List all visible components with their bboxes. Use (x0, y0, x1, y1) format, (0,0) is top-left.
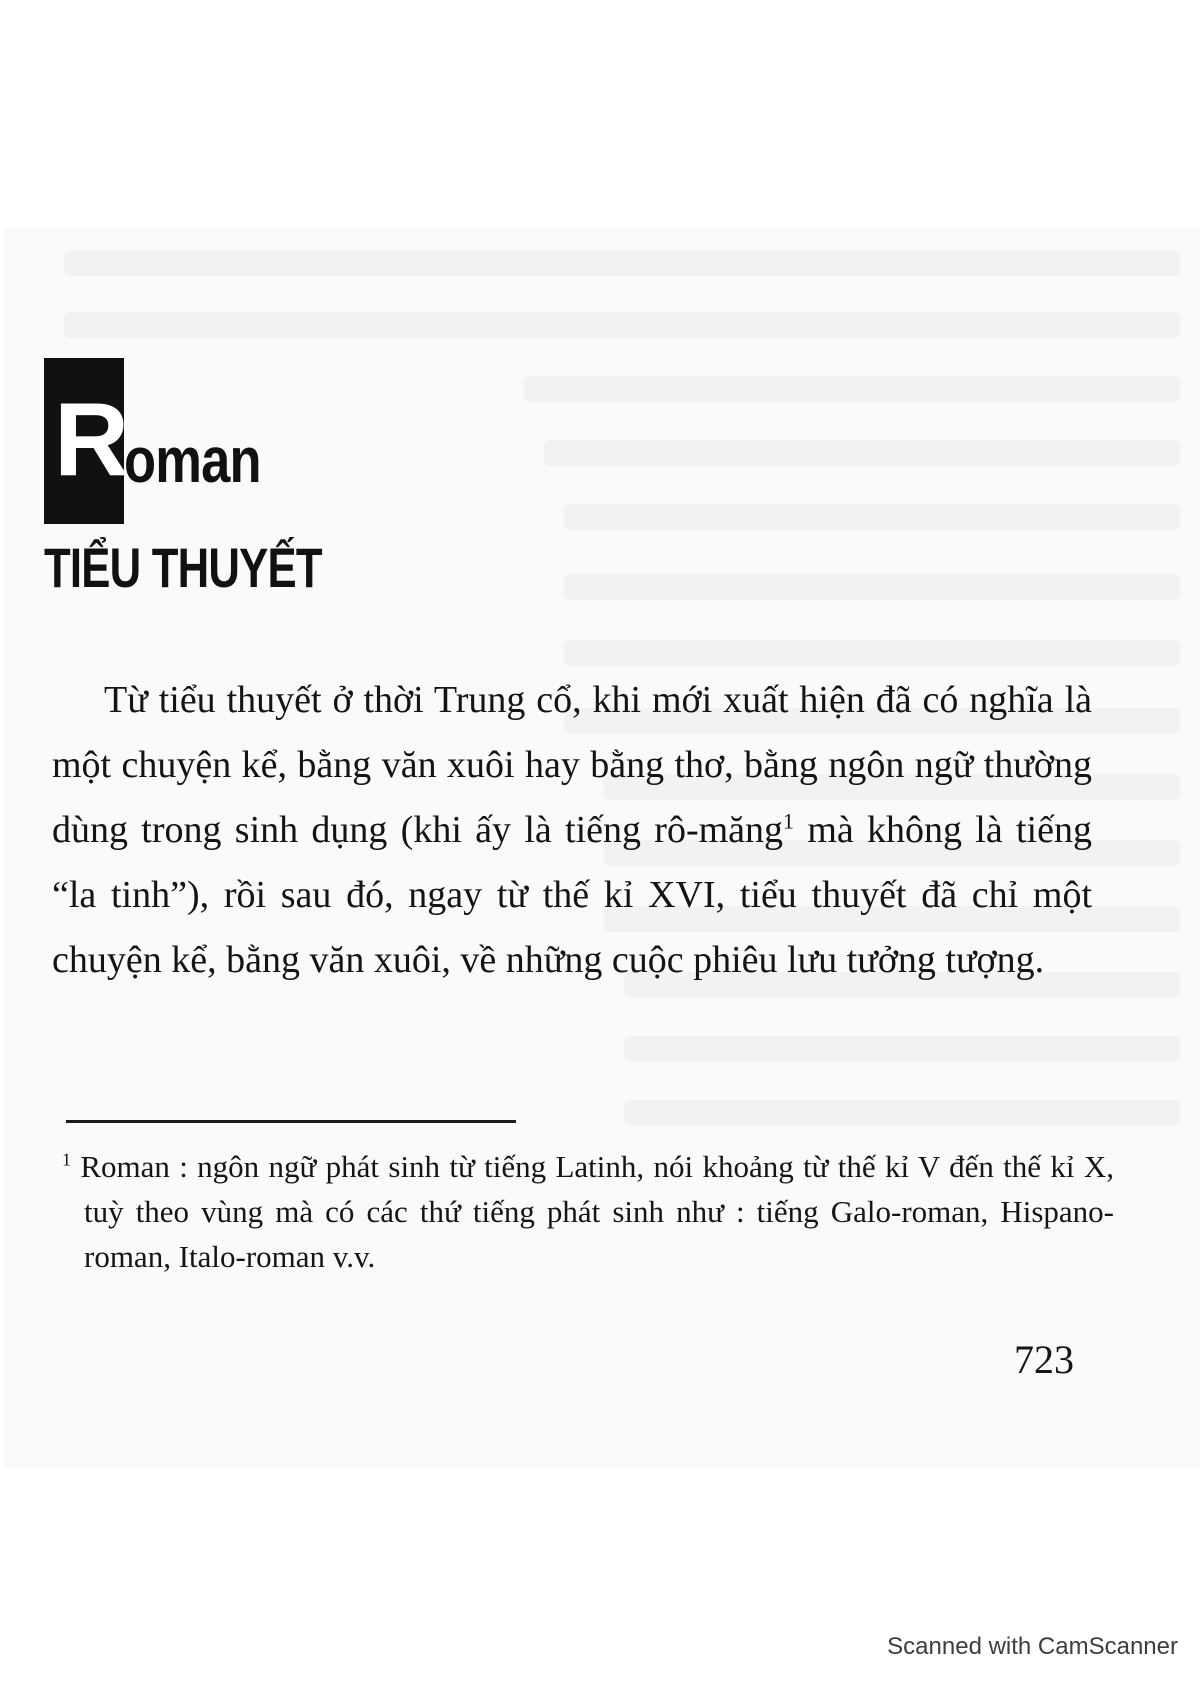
entry-heading (40, 358, 540, 498)
body-paragraph (52, 668, 1092, 993)
footnote-reference: 1 (783, 808, 795, 834)
bleed-through-line (524, 376, 1180, 402)
page-number: 723 (1014, 1337, 1074, 1382)
paragraph-text-part-2: mà không là tiếng “la tinh”), rồi sau đó, ngay từ thế kỉ XVI, tiểu thuyết đã chỉ một chuyện kể, bằng văn xuôi, về những cuộc phiêu lưu tưởng tượng. (52, 809, 1092, 981)
bleed-through-line (624, 1100, 1180, 1126)
scanner-watermark: Scanned with CamScanner (887, 1633, 1178, 1660)
bleed-through-line (624, 1036, 1180, 1062)
bleed-through-line (564, 640, 1180, 666)
footnote (62, 1144, 1114, 1279)
bleed-through-line (64, 312, 1180, 338)
footnote-marker: 1 (62, 1149, 71, 1170)
bleed-through-line (564, 574, 1180, 600)
footnote-divider (66, 1120, 516, 1123)
bleed-through-line (544, 440, 1180, 466)
scanned-page (4, 228, 1200, 1468)
drop-cap-letter: R (54, 382, 128, 498)
bleed-through-line (564, 504, 1180, 530)
entry-title-rest: oman (124, 424, 261, 496)
footnote-text: Roman : ngôn ngữ phát sinh từ tiếng Latinh, nói khoảng từ thế kỉ V đến thế kỉ X, tuỳ theo vùng mà có các thứ tiếng phát sinh như : tiếng Galo-roman, Hispano-roman, Italo-roman v.v. (71, 1149, 1114, 1274)
entry-subtitle: TIỂU THUYẾT (44, 536, 322, 599)
paragraph-text-part-1: Từ tiểu thuyết ở thời Trung cổ, khi mới xuất hiện đã có nghĩa là một chuyện kể, bằng văn xuôi hay bằng thơ, bằng ngôn ngữ thường dùng trong sinh dụng (khi ấy là tiếng rô-măng (52, 679, 1092, 851)
bleed-through-line (64, 250, 1180, 276)
